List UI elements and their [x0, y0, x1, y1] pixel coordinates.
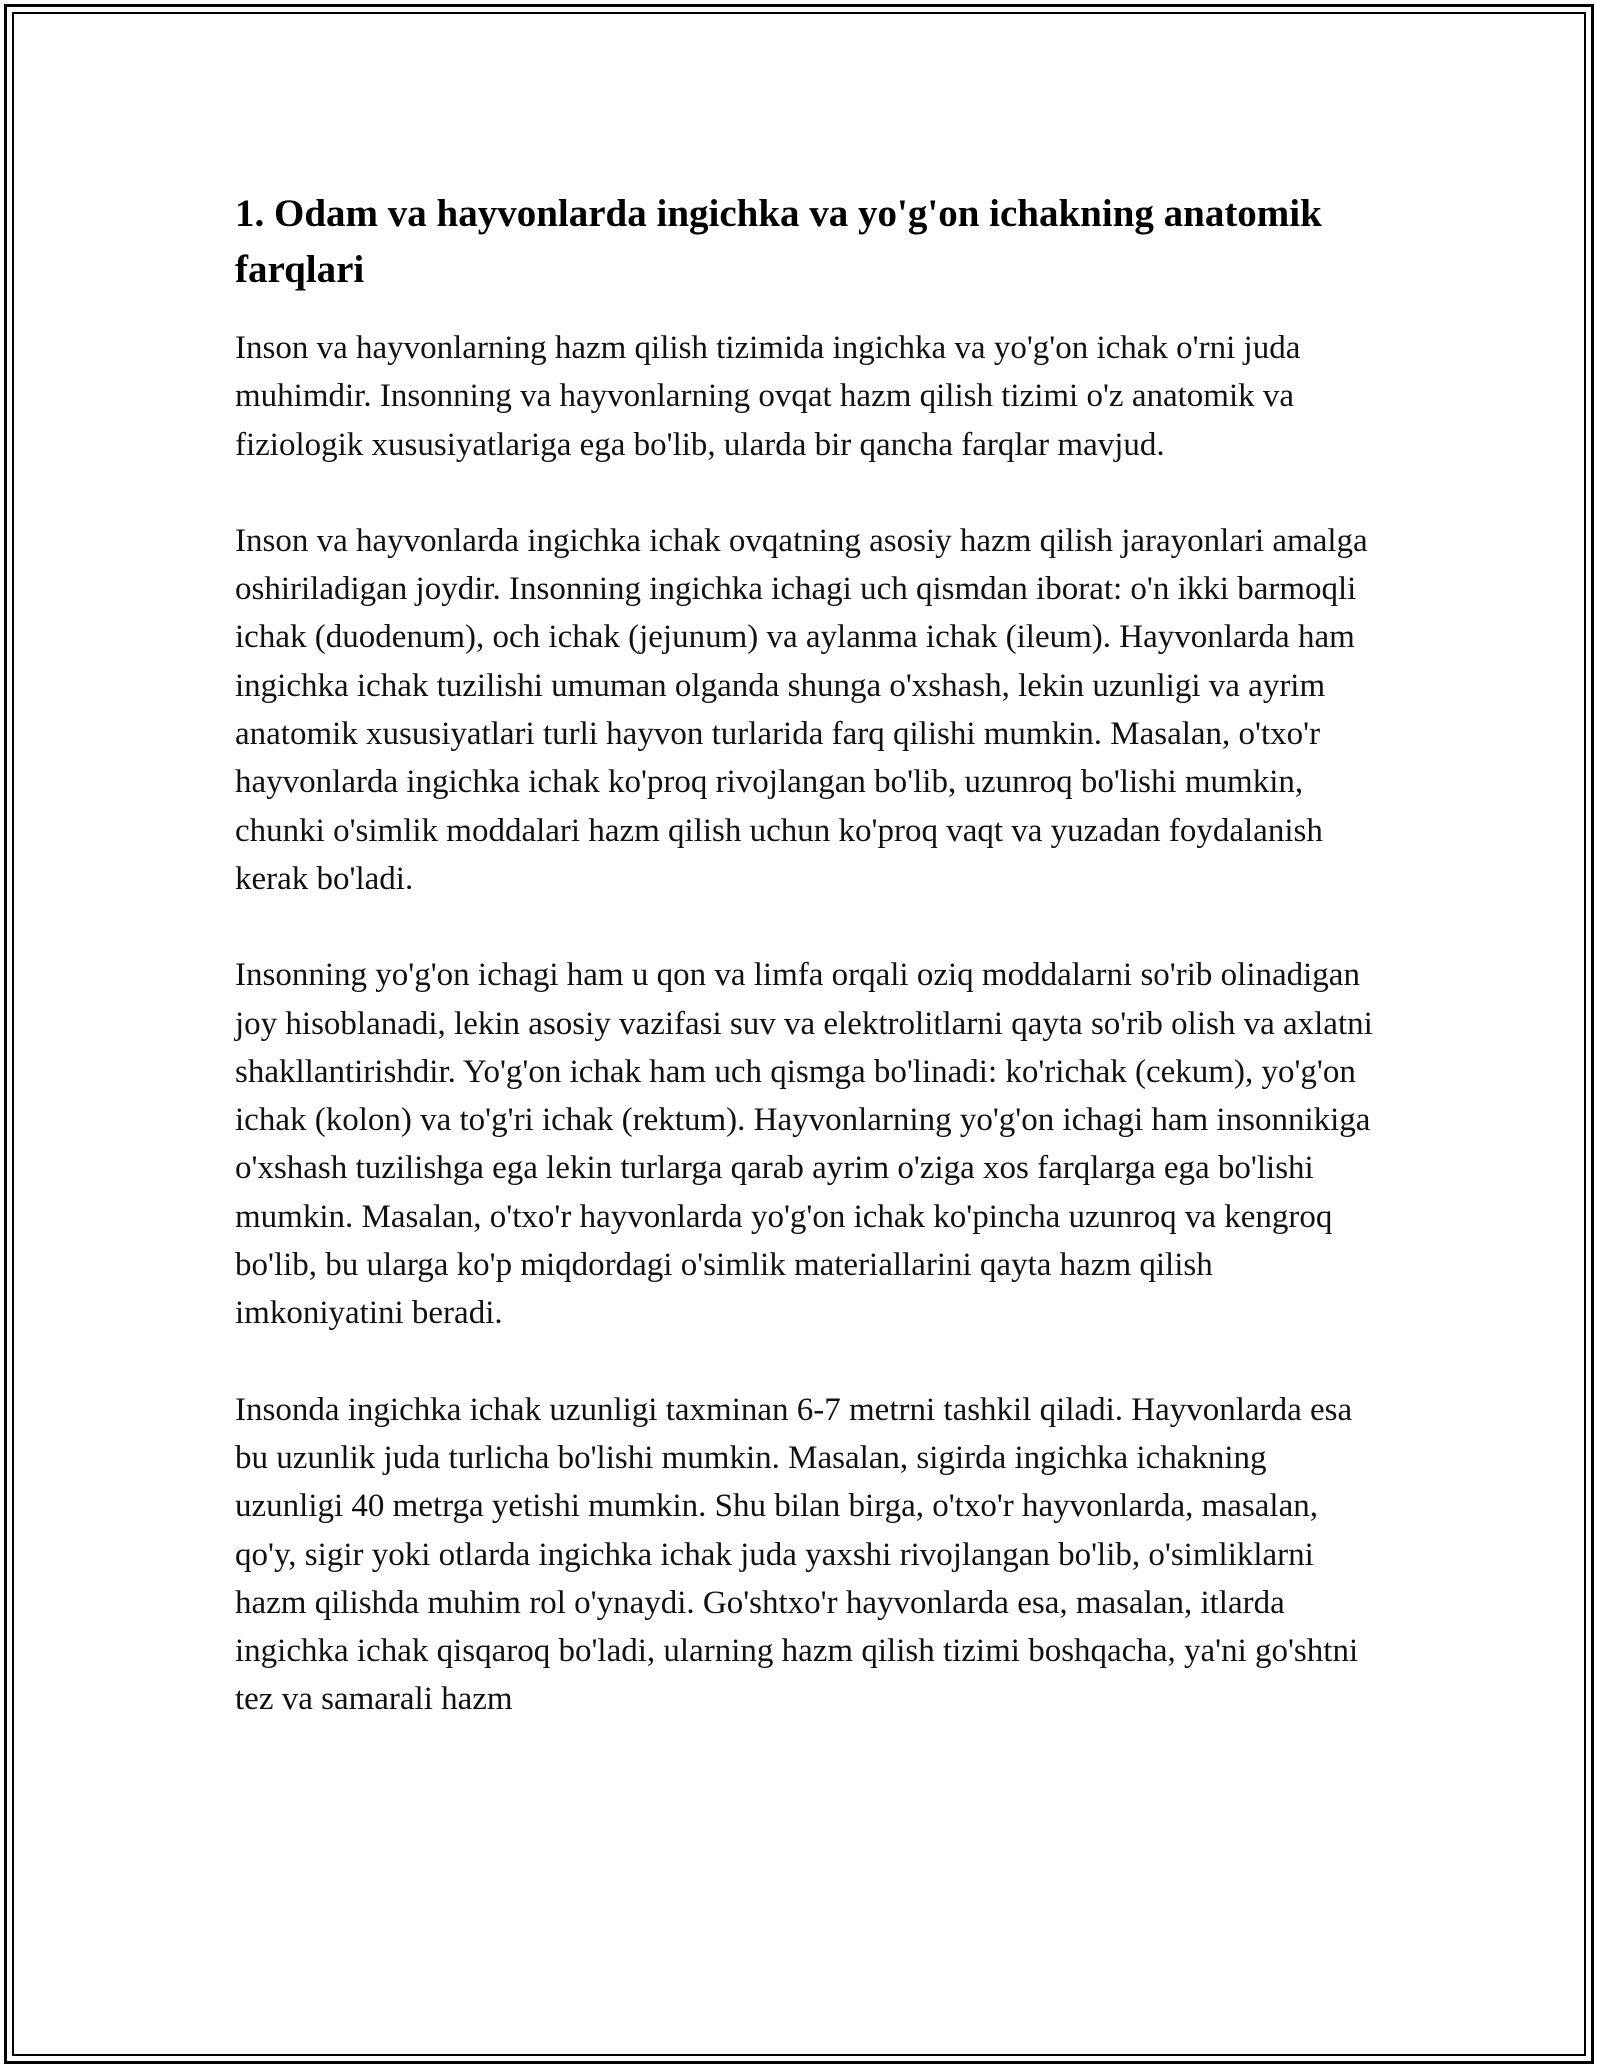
paragraph-intestine-length: Insonda ingichka ichak uzunligi taxminan 6-7 metrni tashkil qiladi. Hayvonlarda esa bu uzunlik juda turlicha bo'lishi mumkin. Masalan, sigirda ingichka ichakning uzunligi 40 metrga yetishi mumkin. Shu bilan birga, o'txo'r hayvonlarda, masalan, qo'y, sigir yoki otlarda ingichka ichak juda yaxshi rivojlangan bo'lib, o'simliklarni hazm qilishda muhim rol o'ynaydi. Go'shtxo'r hayvonlarda esa, masalan, itlarda ingichka ichak qisqaroq bo'ladi, ularning hazm qilish tizimi boshqacha, ya'ni go'shtni tez va samarali hazm — [235, 1391, 1359, 1718]
paragraph-intro: Inson va hayvonlarning hazm qilish tizimida ingichka va yo'g'on ichak o'rni juda muhimdir. Insonning va hayvonlarning ovqat hazm qilish tizimi o'z anatomik va fiziologik xususiyatlariga ega bo'lib, ularda bir qancha farqlar mavjud. — [235, 330, 1301, 463]
paragraph-large-intestine: Insonning yo'g'on ichagi ham u qon va limfa orqali oziq moddalarni so'rib olinadigan joy hisoblanadi, lekin asosiy vazifasi suv va elektrolitlarni qayta so'rib olish va axlatni shakllantirishdir. Yo'g'on ichak ham uch qismga bo'linadi: ko'richak (cekum), yo'g'on ichak (kolon) va to'g'ri ichak (rektum). Hayvonlarning yo'g'on ichagi ham insonnikiga o'xshash tuzilishga ega lekin turlarga qarab ayrim o'ziga xos farqlarga ega bo'lishi mumkin. Masalan, o'txo'r hayvonlarda yo'g'on ichak ko'pincha uzunroq va kengroq bo'lib, bu ularga ko'p miqdordagi o'simlik materiallarini qayta hazm qilish imkoniyatini beradi. — [235, 957, 1373, 1332]
section-heading: 1. Odam va hayvonlarda ingichka va yo'g'on ichakning anatomik farqlari — [235, 192, 1322, 291]
document-body — [235, 186, 1375, 1772]
paragraph-small-intestine: Inson va hayvonlarda ingichka ichak ovqatning asosiy hazm qilish jarayonlari amalga oshiriladigan joydir. Insonning ingichka ichagi uch qismdan iborat: o'n ikki barmoqli ichak (duodenum), och ichak (jejunum) va aylanma ichak (ileum). Hayvonlarda ham ingichka ichak tuzilishi umuman olganda shunga o'xshash, lekin uzunligi va ayrim anatomik xususiyatlari turli hayvon turlarida farq qilishi mumkin. Masalan, o'txo'r hayvonlarda ingichka ichak ko'proq rivojlangan bo'lib, uzunroq bo'lishi mumkin, chunki o'simlik moddalari hazm qilish uchun ko'proq vaqt va yuzadan foydalanish kerak bo'ladi. — [235, 522, 1368, 897]
